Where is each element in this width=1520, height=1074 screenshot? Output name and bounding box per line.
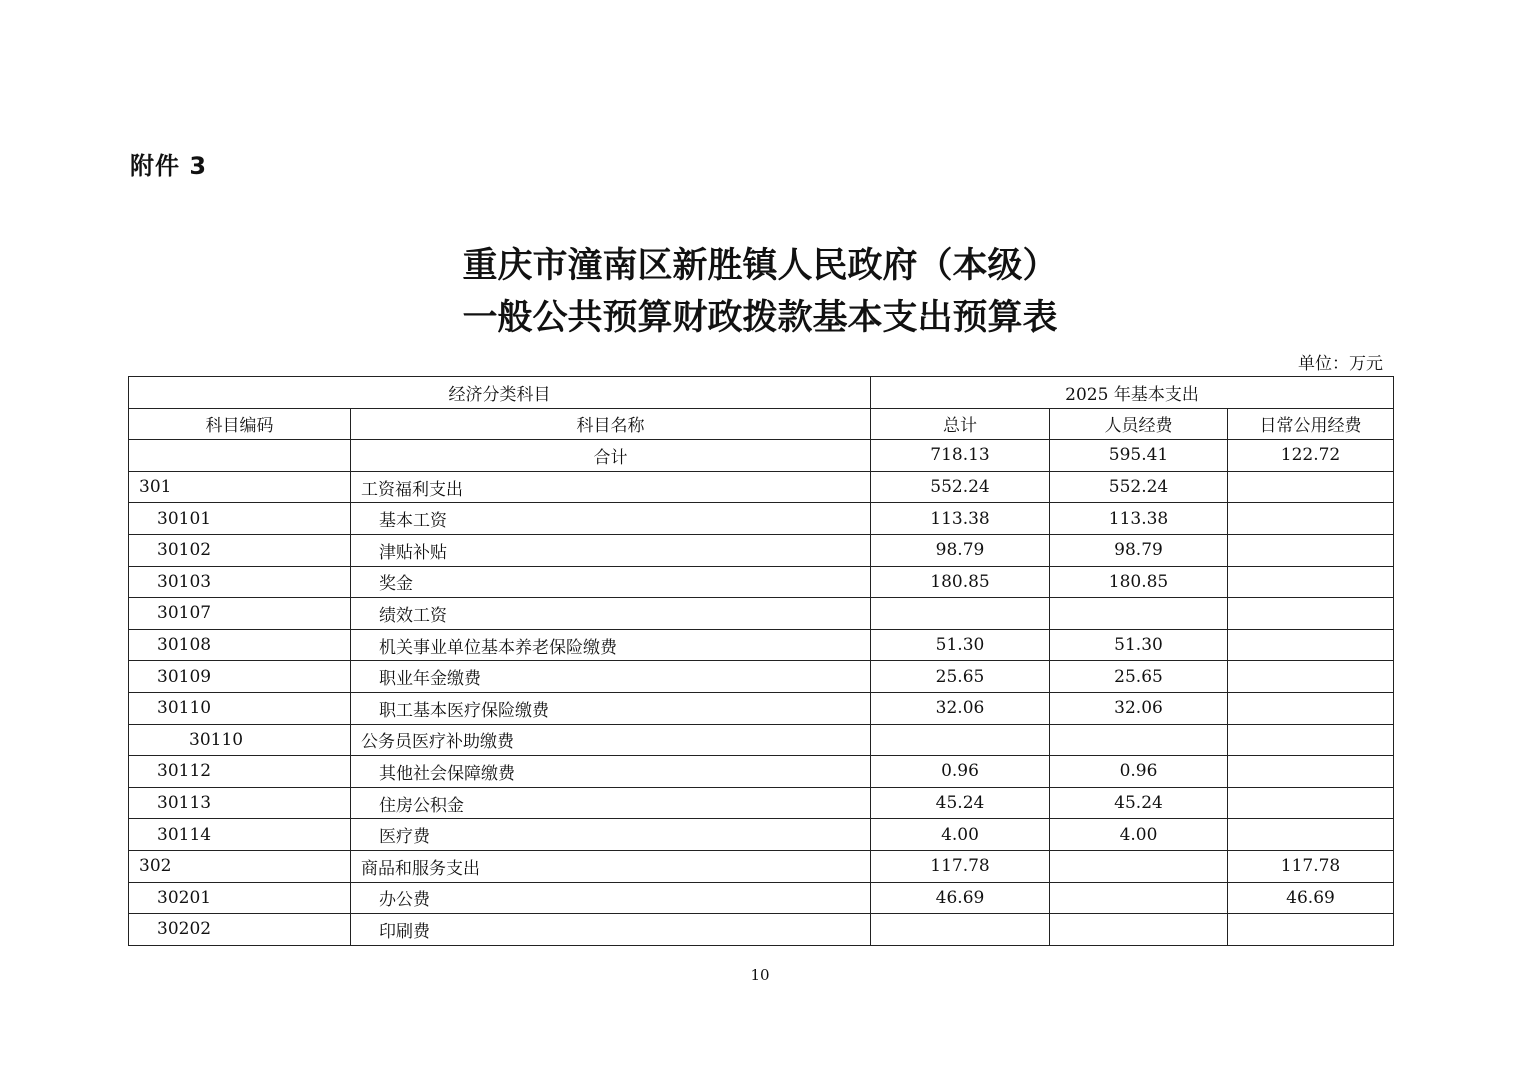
cell-code: 30113 (129, 787, 351, 819)
cell-total: 180.85 (871, 566, 1050, 598)
cell-public (1228, 914, 1394, 946)
cell-total: 718.13 (871, 440, 1050, 472)
cell-total: 51.30 (871, 629, 1050, 661)
table-row (129, 882, 1394, 914)
cell-public (1228, 692, 1394, 724)
cell-code: 30107 (129, 598, 351, 630)
cell-personnel: 98.79 (1050, 534, 1228, 566)
cell-total: 552.24 (871, 471, 1050, 503)
cell-name: 工资福利支出 (351, 471, 871, 503)
cell-public (1228, 629, 1394, 661)
cell-code: 301 (129, 471, 351, 503)
cell-total: 4.00 (871, 819, 1050, 851)
cell-code: 30101 (129, 503, 351, 535)
cell-code: 30201 (129, 882, 351, 914)
cell-name: 机关事业单位基本养老保险缴费 (351, 629, 871, 661)
group-header-row (129, 377, 1394, 409)
cell-name: 津贴补贴 (351, 534, 871, 566)
page-number: 10 (750, 966, 770, 984)
title-line-2: 一般公共预算财政拨款基本支出预算表 (462, 297, 1058, 338)
col-header-public: 日常公用经费 (1228, 408, 1394, 440)
table-row (129, 787, 1394, 819)
cell-name: 住房公积金 (351, 787, 871, 819)
cell-name: 公务员医疗补助缴费 (351, 724, 871, 756)
cell-public (1228, 724, 1394, 756)
cell-total (871, 724, 1050, 756)
col-header-name: 科目名称 (351, 408, 871, 440)
cell-personnel: 32.06 (1050, 692, 1228, 724)
col-header-total: 总计 (871, 408, 1050, 440)
cell-name: 职业年金缴费 (351, 661, 871, 693)
cell-total: 32.06 (871, 692, 1050, 724)
table-row (129, 566, 1394, 598)
cell-personnel: 180.85 (1050, 566, 1228, 598)
title-line-1: 重庆市潼南区新胜镇人民政府（本级） (462, 245, 1058, 286)
cell-public (1228, 787, 1394, 819)
budget-table (128, 376, 1394, 946)
cell-personnel (1050, 914, 1228, 946)
table-row (129, 503, 1394, 535)
cell-public (1228, 819, 1394, 851)
table-row (129, 756, 1394, 788)
cell-code: 30112 (129, 756, 351, 788)
col-header-personnel: 人员经费 (1050, 408, 1228, 440)
cell-public (1228, 534, 1394, 566)
cell-code: 30114 (129, 819, 351, 851)
cell-public (1228, 598, 1394, 630)
cell-code: 30109 (129, 661, 351, 693)
cell-code: 30103 (129, 566, 351, 598)
cell-name: 其他社会保障缴费 (351, 756, 871, 788)
cell-personnel: 51.30 (1050, 629, 1228, 661)
attachment-label: 附件 3 (130, 152, 208, 180)
cell-code (129, 440, 351, 472)
cell-public (1228, 503, 1394, 535)
cell-personnel: 25.65 (1050, 661, 1228, 693)
cell-name: 印刷费 (351, 914, 871, 946)
cell-public (1228, 661, 1394, 693)
table-row (129, 661, 1394, 693)
cell-public: 122.72 (1228, 440, 1394, 472)
cell-public (1228, 566, 1394, 598)
cell-personnel (1050, 598, 1228, 630)
cell-name: 职工基本医疗保险缴费 (351, 692, 871, 724)
cell-personnel: 0.96 (1050, 756, 1228, 788)
cell-personnel: 595.41 (1050, 440, 1228, 472)
cell-code: 30110 (129, 692, 351, 724)
cell-total: 0.96 (871, 756, 1050, 788)
table-row (129, 850, 1394, 882)
cell-total: 45.24 (871, 787, 1050, 819)
cell-name: 合计 (351, 440, 871, 472)
cell-personnel (1050, 850, 1228, 882)
table-row (129, 692, 1394, 724)
cell-name: 办公费 (351, 882, 871, 914)
cell-name: 商品和服务支出 (351, 850, 871, 882)
column-header-row (129, 408, 1394, 440)
col-header-code: 科目编码 (129, 408, 351, 440)
cell-name: 绩效工资 (351, 598, 871, 630)
cell-code: 30110 (129, 724, 351, 756)
cell-total: 117.78 (871, 850, 1050, 882)
basic-expenditure-header: 2025 年基本支出 (871, 377, 1394, 409)
table-row (129, 724, 1394, 756)
economic-category-header: 经济分类科目 (129, 377, 871, 409)
cell-personnel: 4.00 (1050, 819, 1228, 851)
cell-code: 30202 (129, 914, 351, 946)
cell-public: 46.69 (1228, 882, 1394, 914)
cell-personnel: 45.24 (1050, 787, 1228, 819)
cell-code: 302 (129, 850, 351, 882)
cell-personnel: 552.24 (1050, 471, 1228, 503)
cell-total: 113.38 (871, 503, 1050, 535)
cell-total (871, 914, 1050, 946)
cell-name: 医疗费 (351, 819, 871, 851)
cell-public: 117.78 (1228, 850, 1394, 882)
cell-total: 25.65 (871, 661, 1050, 693)
unit-label: 单位：万元 (1298, 354, 1383, 374)
cell-name: 基本工资 (351, 503, 871, 535)
cell-name: 奖金 (351, 566, 871, 598)
table-row (129, 598, 1394, 630)
table-row (129, 629, 1394, 661)
table-row (129, 914, 1394, 946)
document-title (0, 240, 1520, 344)
table-row (129, 819, 1394, 851)
cell-personnel: 113.38 (1050, 503, 1228, 535)
table-row (129, 471, 1394, 503)
cell-total (871, 598, 1050, 630)
cell-personnel (1050, 724, 1228, 756)
cell-code: 30102 (129, 534, 351, 566)
cell-personnel (1050, 882, 1228, 914)
table-row (129, 534, 1394, 566)
cell-total: 46.69 (871, 882, 1050, 914)
table-row-total (129, 440, 1394, 472)
cell-total: 98.79 (871, 534, 1050, 566)
cell-public (1228, 471, 1394, 503)
cell-public (1228, 756, 1394, 788)
cell-code: 30108 (129, 629, 351, 661)
